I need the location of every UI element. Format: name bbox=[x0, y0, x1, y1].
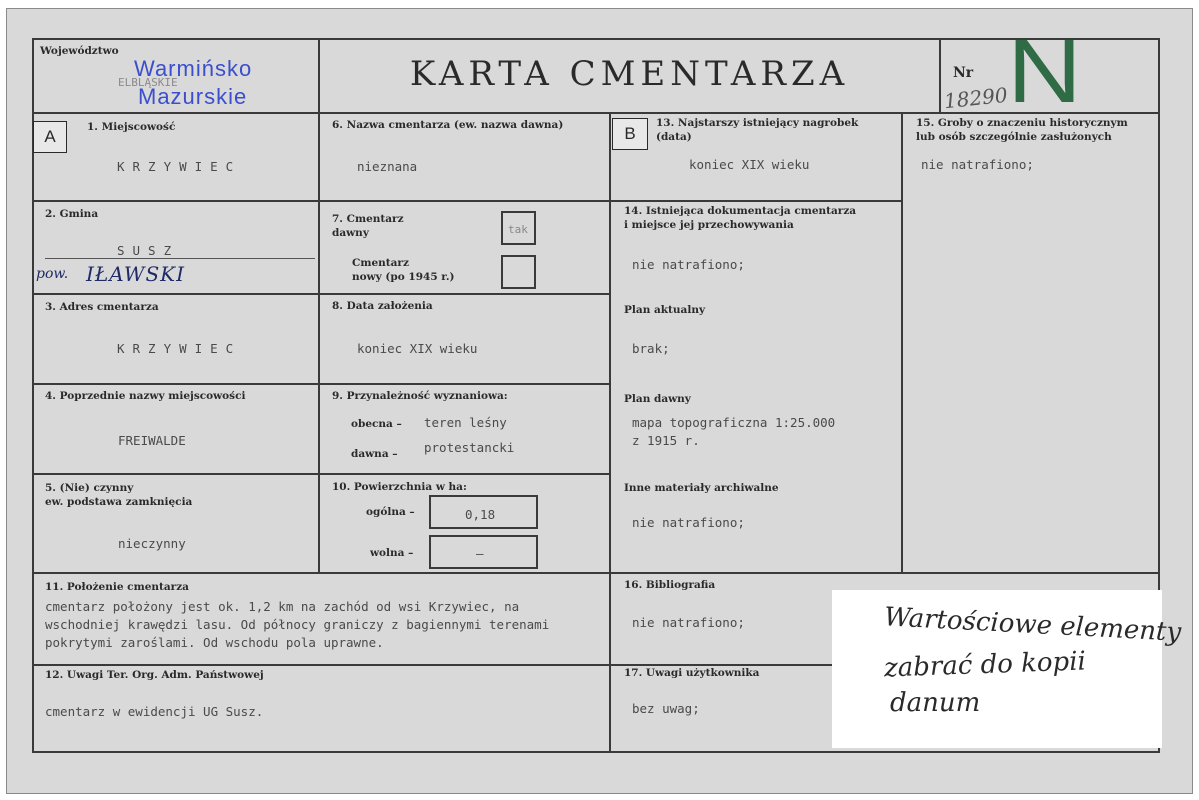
field-12-value: cmentarz w ewidencji UG Susz. bbox=[45, 704, 264, 719]
plan-current-value: brak; bbox=[632, 341, 670, 356]
plan-old-label: Plan dawny bbox=[624, 393, 691, 405]
field-10-free-value: – bbox=[476, 546, 484, 561]
field-8-value: koniec XIX wieku bbox=[357, 341, 478, 356]
field-11-label: 11. Położenie cmentarza bbox=[45, 581, 189, 593]
section-a-box: A bbox=[33, 121, 67, 153]
field-13-value: koniec XIX wieku bbox=[689, 157, 810, 172]
field-7-label-new: Cmentarz nowy (po 1945 r.) bbox=[352, 257, 455, 283]
field-3-label: 3. Adres cmentarza bbox=[45, 301, 159, 313]
field-1-label: 1. Miejscowość bbox=[87, 121, 176, 133]
divider bbox=[609, 200, 903, 202]
plan-old-value: mapa topograficzna 1:25.000 z 1915 r. bbox=[632, 415, 836, 448]
divider bbox=[318, 383, 611, 385]
field-6-label: 6. Nazwa cmentarza (ew. nazwa dawna) bbox=[332, 119, 564, 131]
field-9-current-label: obecna – bbox=[351, 418, 402, 430]
field-16-value: nie natrafiono; bbox=[632, 615, 745, 630]
field-9-current-value: teren leśny bbox=[424, 415, 507, 430]
field-6-value: nieznana bbox=[357, 159, 418, 174]
field-4-label: 4. Poprzednie nazwy miejscowości bbox=[45, 390, 246, 402]
divider bbox=[32, 473, 320, 475]
nr-handwritten: 18290 bbox=[942, 82, 1009, 114]
divider bbox=[32, 383, 320, 385]
voivodeship-stamp-line2: Mazurskie bbox=[138, 84, 248, 109]
field-7-new-checkbox bbox=[501, 255, 536, 289]
field-17-label: 17. Uwagi użytkownika bbox=[624, 667, 760, 679]
divider bbox=[318, 293, 611, 295]
field-9-former-label: dawna – bbox=[351, 448, 398, 460]
nr-label: Nr bbox=[953, 65, 974, 81]
field-15-label: 15. Groby o znaczeniu historycznym lub osób szczególnie zasłużonych bbox=[916, 117, 1128, 143]
field-2-pow-prefix: pow. bbox=[36, 266, 69, 282]
field-5-label: 5. (Nie) czynny ew. podstawa zamknięcia bbox=[45, 482, 193, 508]
field-7-former-value: tak bbox=[508, 223, 528, 236]
field-3-value: KRZYWIEC bbox=[117, 341, 242, 356]
field-13-label: 13. Najstarszy istniejący nagrobek (data) bbox=[656, 117, 859, 143]
divider bbox=[901, 112, 903, 574]
field-1-value: KRZYWIEC bbox=[117, 159, 242, 174]
field-7-label-former: 7. Cmentarz dawny bbox=[332, 213, 404, 239]
divider bbox=[318, 200, 611, 202]
field-2-value: SUSZ bbox=[117, 243, 180, 258]
divider bbox=[32, 572, 1160, 574]
divider bbox=[45, 258, 315, 259]
field-8-label: 8. Data założenia bbox=[332, 300, 433, 312]
field-15-value: nie natrafiono; bbox=[921, 157, 1034, 172]
field-2-pow-value: IŁAWSKI bbox=[86, 262, 186, 286]
field-11-value: cmentarz położony jest ok. 1,2 km na zachód od wsi Krzywiec, na wschodniej krawędzi lasu. Od północy graniczy z bagiennymi terenami pokrytymi zaroślami. Od wschodu pola uprawne. bbox=[45, 599, 550, 650]
handwritten-note-line2: zabrać do kopii bbox=[883, 646, 1087, 684]
field-17-value: bez uwag; bbox=[632, 701, 700, 716]
voivodeship-stamp-line1: Warmińsko bbox=[134, 56, 253, 81]
other-archival-value: nie natrafiono; bbox=[632, 515, 745, 530]
field-10-label: 10. Powierzchnia w ha: bbox=[332, 481, 467, 493]
divider bbox=[32, 293, 320, 295]
field-5-value: nieczynny bbox=[118, 536, 186, 551]
divider bbox=[318, 473, 611, 475]
field-14-label: 14. Istniejąca dokumentacja cmentarza i miejsce jej przechowywania bbox=[624, 205, 857, 231]
divider bbox=[609, 112, 611, 753]
big-letter-n: N bbox=[1007, 22, 1082, 122]
plan-current-label: Plan aktualny bbox=[624, 304, 706, 316]
divider bbox=[318, 38, 320, 114]
field-10-total-value: 0,18 bbox=[465, 507, 496, 522]
handwritten-note-line1: Wartościowe elementy bbox=[883, 602, 1182, 648]
other-archival-label: Inne materiały archiwalne bbox=[624, 482, 779, 494]
field-10-total-label: ogólna – bbox=[366, 506, 415, 518]
divider bbox=[939, 38, 941, 114]
voivodeship-typed: ELBLĄSKIE bbox=[118, 76, 178, 89]
field-12-label: 12. Uwagi Ter. Org. Adm. Państwowej bbox=[45, 669, 264, 681]
section-b-box: B bbox=[612, 118, 648, 150]
field-9-label: 9. Przynależność wyznaniowa: bbox=[332, 390, 508, 402]
field-9-former-value: protestancki bbox=[424, 440, 515, 455]
voivodeship-label: Województwo bbox=[40, 45, 119, 57]
card-title: KARTA CMENTARZA bbox=[409, 54, 850, 94]
divider bbox=[318, 112, 320, 574]
field-10-free-label: wolna – bbox=[370, 547, 414, 559]
field-2-label: 2. Gmina bbox=[45, 208, 99, 220]
field-4-value: FREIWALDE bbox=[118, 433, 186, 448]
field-14-value: nie natrafiono; bbox=[632, 257, 745, 272]
divider bbox=[32, 200, 320, 202]
field-16-label: 16. Bibliografia bbox=[624, 579, 716, 591]
handwritten-note-line3: danum bbox=[890, 688, 981, 718]
